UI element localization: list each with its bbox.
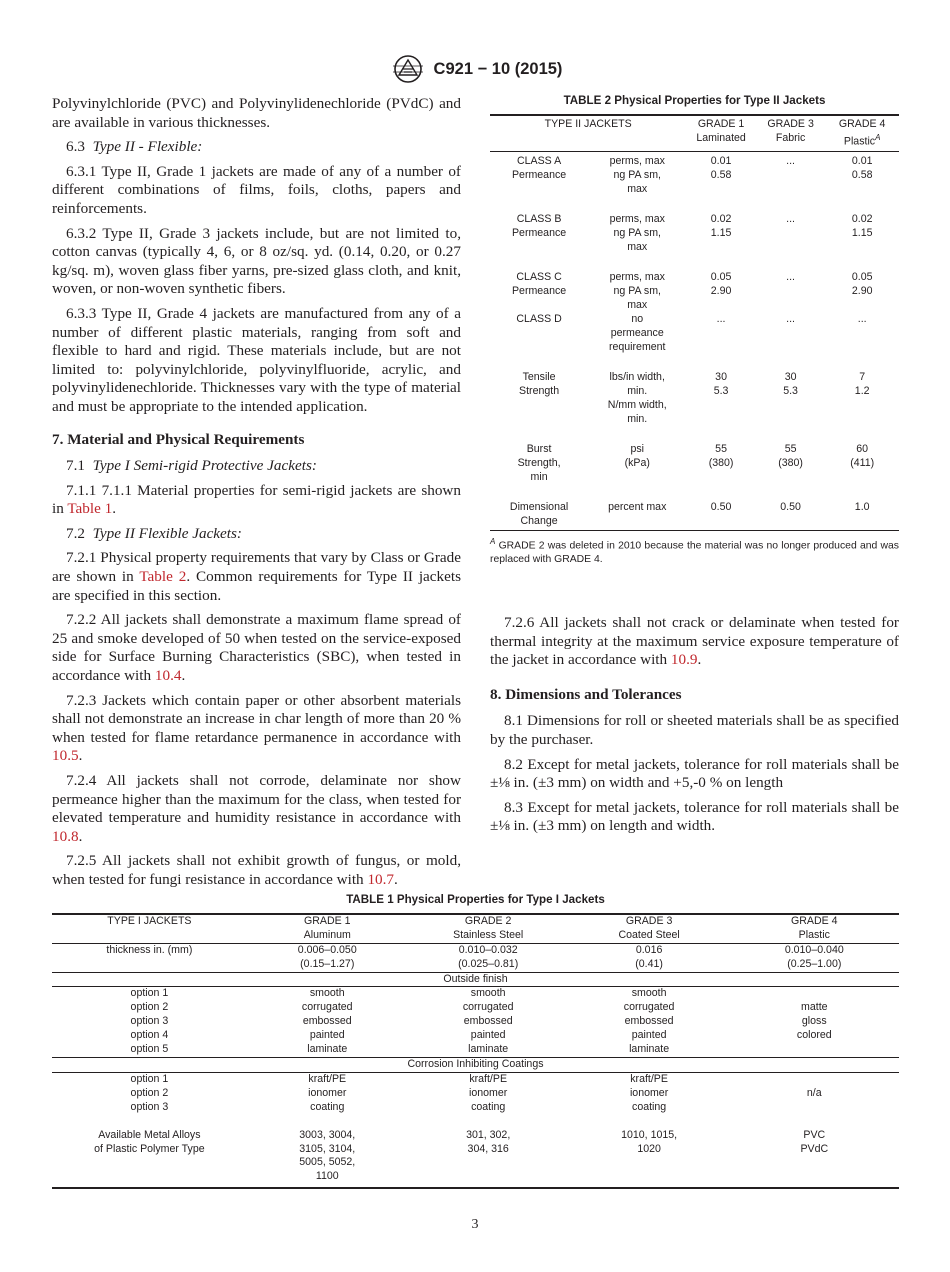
table-cell: 0.50 xyxy=(780,500,801,513)
ref-10-8-link[interactable]: 10.8 xyxy=(52,827,79,845)
text: . xyxy=(78,747,83,765)
row-label: Available Metal Alloys of Plastic Polymer Type xyxy=(52,1115,247,1189)
table-1 xyxy=(52,893,899,1189)
table-1-grid xyxy=(52,913,899,1189)
ref-10-9-link[interactable]: 10.9 xyxy=(670,651,698,669)
text: 7.2.4 All jackets shall not corrode, delaminate nor show permeance higher than the maximum for the class, when tested for elevated temperature and humidity resistance in accordance with xyxy=(52,772,461,827)
page-header xyxy=(0,54,950,84)
header-subtext: Fabric xyxy=(775,132,806,144)
table-cell: 0.006–0.050 (0.15–1.27) xyxy=(297,943,357,970)
section-7-2 xyxy=(52,525,461,544)
table-row xyxy=(52,1115,899,1189)
table-cell: perms, max ng PA sm, max xyxy=(609,154,665,195)
table-row xyxy=(52,1072,899,1114)
table-cell: 55 (380) xyxy=(708,442,734,469)
section-heading-8: 8. Dimensions and Tolerances xyxy=(490,685,682,703)
table-cell: 30 5.3 xyxy=(783,370,798,397)
text: 7.2.3 Jackets which contain paper or other absorbent materials shall not demonstrate an increase in char length of more than 20 % when tested for flame retardance permanence in accordance with xyxy=(52,691,461,746)
table-cell: PVC PVdC xyxy=(730,1115,899,1189)
text: 7.2.2 All jackets shall demonstrate a maximum flame spread of 25 and smoke developed of 50 when tested on the service-exposed side for Surface Burning Characteristics (SBC), when tested in accordance with xyxy=(52,611,461,685)
ref-10-7-link[interactable]: 10.7 xyxy=(367,870,395,888)
text: 7.2.1 Physical property requirements that vary by Class or Grade are shown in xyxy=(52,549,461,586)
section-label: Outside finish xyxy=(52,972,899,987)
section-title: Type II Flexible Jackets: xyxy=(92,524,242,542)
row-label: option 1 option 2 option 3 option 4 option 5 xyxy=(130,987,169,1056)
footnote-marker: A xyxy=(490,536,496,546)
table-2 xyxy=(490,94,899,566)
table-cell: 3003, 3004, 3105, 3104, 5005, 5052, 1100 xyxy=(247,1115,408,1189)
row-label: Tensile Strength xyxy=(519,370,560,397)
header-text: GRADE 3 xyxy=(767,118,814,130)
table-cell: kraft/PE ionomer coating xyxy=(629,1072,669,1113)
table-row xyxy=(490,151,899,196)
table-row xyxy=(490,312,899,354)
table-row xyxy=(490,254,899,312)
header-subtext: Laminated xyxy=(696,132,746,144)
document-title: C921 − 10 (2015) xyxy=(433,59,563,78)
section-6-3 xyxy=(52,138,461,157)
table-cell: 7 1.2 xyxy=(854,370,870,397)
table-cell: ... xyxy=(716,312,726,325)
table-cell: perms, max ng PA sm, max xyxy=(609,270,665,311)
table-cell: 301, 302, 304, 316 xyxy=(408,1115,569,1189)
table-row xyxy=(490,484,899,528)
table-cell: lbs/in width, min. N/mm width, min. xyxy=(607,370,667,425)
table-cell: 0.02 1.15 xyxy=(710,212,732,239)
section-7-1 xyxy=(52,457,461,476)
text: . xyxy=(697,651,702,669)
astm-logo-icon xyxy=(388,54,428,84)
left-column xyxy=(52,95,461,896)
paragraph: 8.2 Except for metal jackets, tolerance for roll materials shall be ±⅛ in. (±3 mm) on width and +5,-0 % on length xyxy=(490,755,899,792)
ref-10-4-link[interactable]: 10.4 xyxy=(154,667,182,685)
table-cell: no permeance requirement xyxy=(608,312,666,353)
section-number: 7.1 xyxy=(66,457,85,475)
table-caption: TABLE 2 Physical Properties for Type II Jackets xyxy=(563,94,826,107)
table-cell: ... xyxy=(786,212,795,225)
table-cell: 1.0 xyxy=(854,500,870,513)
ref-10-5-link[interactable]: 10.5 xyxy=(52,747,79,765)
paragraph: 6.3.2 Type II, Grade 3 jackets include, but are not limited to, cotton canvas (typically 4, 6, or 8 oz/sq. yd. (0.14, 0.20, or 0.27 kg/sq. m), woven glass fiber yarns, pre-sized glass cloth, and knit, woven, or non-woven synthetic fibers. xyxy=(52,224,461,298)
table-row xyxy=(490,354,899,426)
table-cell: 60 (411) xyxy=(850,442,875,469)
table-cell: perms, max ng PA sm, max xyxy=(609,212,665,253)
paragraph xyxy=(52,692,461,766)
table-cell: ... xyxy=(786,154,795,167)
right-column xyxy=(490,614,899,842)
column-header: GRADE 1 Aluminum xyxy=(247,914,408,943)
table-cell: 0.010–0.040 (0.25–1.00) xyxy=(784,943,844,970)
table-cell: 0.01 0.58 xyxy=(710,154,732,181)
table-footnote xyxy=(490,535,899,566)
column-header: TYPE I JACKETS xyxy=(52,914,247,943)
paragraph: 6.3.1 Type II, Grade 1 jackets are made of any of a number of different combinations of films, foils, cloths, papers and reinforcements. xyxy=(52,162,461,217)
table-row xyxy=(52,987,899,1058)
paragraph xyxy=(490,614,899,670)
footnote-marker: A xyxy=(875,133,881,142)
paragraph: 6.3.3 Type II, Grade 4 jackets are manufactured from any of a number of different plastic materials, ranging from soft and flexible to hard and rigid. These materials include, but are not limited to: polyvinylchloride, polyvinylfluoride, acrylic, and polyvinylidenechloride. Thicknesses vary with the type of material and must be appropriate to the intended application. xyxy=(52,304,461,415)
row-label: Dimensional Change xyxy=(509,500,569,527)
column-header: TYPE II JACKETS xyxy=(490,117,686,151)
section-title: Type I Semi-rigid Protective Jackets: xyxy=(92,457,317,475)
section-label: Corrosion Inhibiting Coatings xyxy=(52,1057,899,1072)
paragraph: 8.3 Except for metal jackets, tolerance for roll materials shall be ±⅛ in. (±3 mm) on length and width. xyxy=(490,798,899,835)
paragraph xyxy=(52,852,461,889)
table-caption: TABLE 1 Physical Properties for Type I Jackets xyxy=(346,893,605,906)
row-label: CLASS A Permeance xyxy=(511,154,567,181)
table-cell: matte gloss colored xyxy=(796,1001,832,1042)
table-cell: 0.01 0.58 xyxy=(851,154,873,181)
section-number: 6.3 xyxy=(66,138,85,156)
row-label: CLASS C Permeance xyxy=(511,270,567,297)
table-cell: smooth corrugated embossed painted laminate xyxy=(623,987,675,1056)
table-cell: smooth corrugated embossed painted laminate xyxy=(462,987,514,1056)
column-header: GRADE 2 Stainless Steel xyxy=(408,914,569,943)
table-cell: 0.05 2.90 xyxy=(710,270,732,297)
header-text: GRADE 4 xyxy=(838,118,886,130)
table-section-row xyxy=(52,972,899,987)
paragraph xyxy=(52,772,461,846)
footnote-text: GRADE 2 was deleted in 2010 because the material was no longer produced and was replaced with GRADE 4. xyxy=(490,540,899,565)
table-rule xyxy=(490,528,899,531)
paragraph: Polyvinylchloride (PVC) and Polyvinylidenechloride (PVdC) and are available in various thicknesses. xyxy=(52,95,461,131)
column-header xyxy=(825,117,899,151)
text: 7.1.1 7.1.1 Material properties for semi-rigid jackets are shown in xyxy=(52,481,461,518)
section-number: 7.2 xyxy=(66,524,85,542)
section-heading-7: 7. Material and Physical Requirements xyxy=(52,430,305,448)
table-cell: psi (kPa) xyxy=(624,442,650,469)
table-cell: 1010, 1015, 1020 xyxy=(569,1115,730,1189)
paragraph xyxy=(52,549,461,605)
table-cell: 0.05 2.90 xyxy=(851,270,873,297)
text: . xyxy=(394,870,398,888)
table-row xyxy=(490,196,899,254)
page-number: 3 xyxy=(471,1217,479,1232)
paragraph xyxy=(52,611,461,685)
table-cell: smooth corrugated embossed painted laminate xyxy=(301,987,353,1056)
section-title: Type II - Flexible: xyxy=(92,138,203,156)
column-header xyxy=(756,117,826,151)
text: . xyxy=(78,827,83,845)
table-cell: n/a xyxy=(806,1086,822,1099)
table-cell: ... xyxy=(857,312,867,325)
table-cell: 0.50 xyxy=(710,500,732,513)
table-row xyxy=(490,426,899,484)
row-label: CLASS B Permeance xyxy=(511,212,567,239)
text: 7.2.6 All jackets shall not crack or delaminate when tested for thermal integrity at the maximum service exposure temperature of the jacket in accordance with xyxy=(490,614,899,669)
column-header: GRADE 4 Plastic xyxy=(730,914,899,943)
table-cell: kraft/PE ionomer coating xyxy=(469,1072,508,1113)
table-header-row xyxy=(52,914,899,943)
text: . xyxy=(181,667,186,685)
table-2-grid xyxy=(490,117,899,528)
table-cell: 30 5.3 xyxy=(713,370,729,397)
header-text: GRADE 1 xyxy=(697,118,745,130)
table-1-link[interactable]: Table 1 xyxy=(67,500,113,518)
table-cell: 0.02 1.15 xyxy=(851,212,873,239)
header-subtext: Plastic xyxy=(843,135,876,148)
text: 7.2.5 All jackets shall not exhibit growth of fungus, or mold, when tested for fungi resistance in accordance with xyxy=(52,852,461,888)
text: . xyxy=(112,500,117,518)
row-label: option 1 option 2 option 3 xyxy=(130,1072,169,1113)
column-header xyxy=(686,117,756,151)
table-cell: 0.016 (0.41) xyxy=(635,943,663,970)
table-2-link[interactable]: Table 2 xyxy=(139,568,187,586)
row-label: thickness in. (mm) xyxy=(106,943,193,956)
row-label: Burst Strength, min xyxy=(517,442,561,483)
table-cell: ... xyxy=(786,270,795,283)
paragraph xyxy=(52,482,461,519)
table-cell: 0.010–0.032 (0.025–0.81) xyxy=(458,943,519,970)
table-cell: percent max xyxy=(608,500,667,513)
table-cell: kraft/PE ionomer coating xyxy=(308,1072,347,1113)
column-header: GRADE 3 Coated Steel xyxy=(569,914,730,943)
table-cell: 55 (380) xyxy=(778,442,803,469)
text: . Common requirements for Type II jackets are specified in this section. xyxy=(52,568,461,604)
table-body xyxy=(490,151,899,528)
table-cell: ... xyxy=(786,312,795,325)
table-section-row xyxy=(52,1057,899,1072)
row-label: CLASS D xyxy=(516,312,562,325)
table-row xyxy=(52,943,899,972)
paragraph: 8.1 Dimensions for roll or sheeted materials shall be as specified by the purchaser. xyxy=(490,712,899,748)
